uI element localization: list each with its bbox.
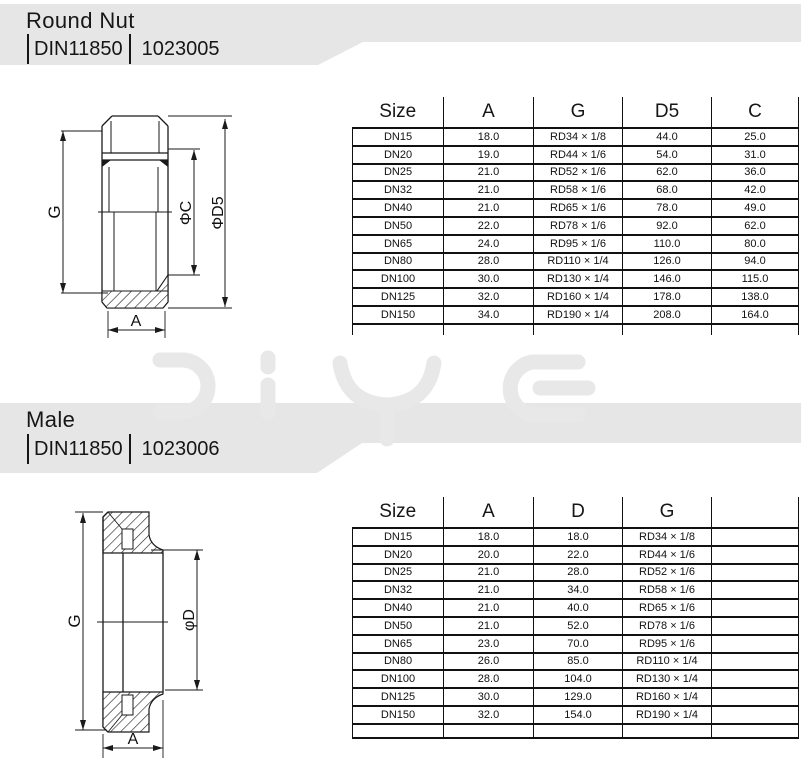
- arrowhead: [80, 513, 86, 523]
- column-header: D5: [623, 97, 712, 128]
- watermark-letter-e: [510, 362, 588, 415]
- arrowhead: [153, 745, 163, 751]
- hatched-base-band: [102, 291, 168, 308]
- table-cell: 21.0: [444, 617, 534, 635]
- table-cell: [712, 528, 799, 546]
- table-cell: 78.0: [623, 199, 712, 217]
- table-cell: 85.0: [534, 653, 623, 671]
- watermark-letter-d: [160, 360, 208, 412]
- table-row: [353, 706, 799, 724]
- table-cell: 62.0: [712, 217, 799, 235]
- table-cell: [712, 688, 799, 706]
- table-cell: 25.0: [712, 128, 799, 146]
- separator-bar: [27, 34, 29, 64]
- table-row: [353, 528, 799, 546]
- table-cell: 70.0: [534, 635, 623, 653]
- dim-label-phi-d: φD: [181, 609, 198, 631]
- arrowhead: [222, 297, 228, 307]
- table-cell: 80.0: [712, 235, 799, 253]
- table-cell: 129.0: [534, 688, 623, 706]
- table-row: [353, 235, 799, 253]
- table-row: [353, 546, 799, 564]
- table-cell: DN15: [353, 128, 444, 146]
- table-cell: 164.0: [712, 306, 799, 324]
- column-header: [712, 497, 799, 528]
- table-cell: RD65 × 1/6: [534, 199, 623, 217]
- table-cell: DN65: [353, 635, 444, 653]
- table-cell: [712, 617, 799, 635]
- column-header: Size: [353, 97, 444, 128]
- table-row: [353, 688, 799, 706]
- table-cell: 21.0: [444, 164, 534, 182]
- table-cell: DN32: [353, 181, 444, 199]
- table-cell: RD190 × 1/4: [623, 706, 712, 724]
- table-cell: 44.0: [623, 128, 712, 146]
- table-cell: RD110 × 1/4: [534, 253, 623, 271]
- table-cell: 30.0: [444, 688, 534, 706]
- table-cell: 30.0: [444, 270, 534, 288]
- table-cell: 24.0: [444, 235, 534, 253]
- table-cell: RD44 × 1/6: [534, 146, 623, 164]
- table-cell: RD130 × 1/4: [534, 270, 623, 288]
- chamfer-mark: [102, 160, 111, 167]
- hatched-wedge: [157, 275, 168, 291]
- arrowhead: [103, 745, 113, 751]
- column-header: A: [444, 497, 534, 528]
- table-cell: DN20: [353, 146, 444, 164]
- chamfer-mark: [159, 160, 168, 167]
- table-row: [353, 181, 799, 199]
- table-cell: 21.0: [444, 564, 534, 582]
- table-cell: RD58 × 1/6: [623, 581, 712, 599]
- standard-label: DIN11850: [34, 437, 123, 460]
- arrowhead: [80, 720, 86, 730]
- table-cell: RD160 × 1/4: [623, 688, 712, 706]
- table-cell: RD52 × 1/6: [623, 564, 712, 582]
- table-cell: RD95 × 1/6: [623, 635, 712, 653]
- table-cell: 22.0: [444, 217, 534, 235]
- article-code: 1023006: [141, 437, 220, 460]
- standard-label: DIN11850: [34, 37, 123, 60]
- table-cell: 42.0: [712, 181, 799, 199]
- table-row: [353, 253, 799, 271]
- table-cell: 26.0: [444, 653, 534, 671]
- dim-label-a: A: [127, 731, 139, 748]
- table-cell: DN100: [353, 270, 444, 288]
- table-cell: 94.0: [712, 253, 799, 271]
- table-cell: DN15: [353, 528, 444, 546]
- column-header: G: [534, 97, 623, 128]
- table-cell: RD130 × 1/4: [623, 670, 712, 688]
- table-cell: [712, 564, 799, 582]
- table-cell: RD78 × 1/6: [623, 617, 712, 635]
- table-cell: 92.0: [623, 217, 712, 235]
- table-cell: DN40: [353, 599, 444, 617]
- table-cell: 115.0: [712, 270, 799, 288]
- table-cell: RD190 × 1/4: [534, 306, 623, 324]
- table-cell: RD78 × 1/6: [534, 217, 623, 235]
- table-cell: [712, 599, 799, 617]
- table-row: [353, 599, 799, 617]
- table-row: [353, 164, 799, 182]
- male-technical-drawing: [45, 500, 250, 765]
- arrowhead: [222, 119, 228, 129]
- table-cell: 32.0: [444, 706, 534, 724]
- table-row: [353, 128, 799, 146]
- table-row: [353, 653, 799, 671]
- nut-inner-lines: [109, 121, 159, 291]
- table-cell: 62.0: [623, 164, 712, 182]
- table-cell: 54.0: [623, 146, 712, 164]
- male-dimensions-table: [352, 497, 799, 739]
- table-row-empty: [353, 324, 799, 335]
- header-row: [353, 497, 799, 528]
- table-cell: [712, 653, 799, 671]
- column-header: D: [534, 497, 623, 528]
- dim-label-phi-d5: ΦD5: [210, 196, 227, 230]
- nut-collar-lines: [102, 153, 168, 160]
- table-cell: 68.0: [623, 181, 712, 199]
- table-cell: [712, 706, 799, 724]
- column-header: C: [712, 97, 799, 128]
- table-cell: RD110 × 1/4: [623, 653, 712, 671]
- table-cell: 34.0: [534, 581, 623, 599]
- table-cell: 208.0: [623, 306, 712, 324]
- table-cell: RD34 × 1/8: [534, 128, 623, 146]
- table-cell: 21.0: [444, 599, 534, 617]
- table-cell: RD34 × 1/8: [623, 528, 712, 546]
- table-cell: 28.0: [444, 670, 534, 688]
- table-cell: RD95 × 1/6: [534, 235, 623, 253]
- table-row: [353, 635, 799, 653]
- table-cell: 18.0: [444, 528, 534, 546]
- table-cell: 154.0: [534, 706, 623, 724]
- article-code: 1023005: [141, 37, 220, 60]
- table-row: [353, 270, 799, 288]
- thread-groove-bottom: [122, 695, 133, 715]
- table-row: [353, 670, 799, 688]
- arrowhead: [191, 265, 197, 275]
- table-cell: 31.0: [712, 146, 799, 164]
- table-row: [353, 617, 799, 635]
- column-header: A: [444, 97, 534, 128]
- section-subtitle-male: [27, 433, 219, 465]
- table-cell: 34.0: [444, 306, 534, 324]
- section-subtitle-round-nut: [27, 33, 219, 65]
- table-row: [353, 581, 799, 599]
- separator-bar: [27, 434, 29, 464]
- arrowhead: [60, 283, 66, 293]
- table-row: [353, 146, 799, 164]
- table-cell: 138.0: [712, 288, 799, 306]
- table-cell: 21.0: [444, 581, 534, 599]
- arrowhead: [194, 680, 200, 690]
- watermark-letter-y: [340, 363, 434, 439]
- table-cell: DN32: [353, 581, 444, 599]
- table-cell: DN50: [353, 617, 444, 635]
- table-cell: DN125: [353, 288, 444, 306]
- arrowhead: [191, 150, 197, 160]
- table-cell: 23.0: [444, 635, 534, 653]
- round-nut-dimensions-table: [352, 97, 799, 335]
- header-row: [353, 97, 799, 128]
- table-cell: DN65: [353, 235, 444, 253]
- table-cell: [712, 546, 799, 564]
- table-cell: 146.0: [623, 270, 712, 288]
- dim-label-phi-c: ΦC: [178, 200, 195, 226]
- arrowhead: [155, 327, 165, 333]
- table-row: [353, 564, 799, 582]
- table-cell: 22.0: [534, 546, 623, 564]
- section-title-round-nut: Round Nut: [26, 8, 135, 33]
- table-row: [353, 217, 799, 235]
- table-cell: 110.0: [623, 235, 712, 253]
- table-cell: 49.0: [712, 199, 799, 217]
- table-cell: DN20: [353, 546, 444, 564]
- table-cell: DN80: [353, 653, 444, 671]
- table-cell: DN125: [353, 688, 444, 706]
- arrowhead: [108, 327, 118, 333]
- table-cell: RD65 × 1/6: [623, 599, 712, 617]
- table-cell: 18.0: [444, 128, 534, 146]
- separator-bar: [129, 34, 131, 64]
- table-cell: DN100: [353, 670, 444, 688]
- thread-groove-top: [122, 529, 133, 549]
- table-row: [353, 199, 799, 217]
- table-cell: DN50: [353, 217, 444, 235]
- table-cell: 20.0: [444, 546, 534, 564]
- table-row-empty: [353, 724, 799, 738]
- table-cell: 32.0: [444, 288, 534, 306]
- table-cell: [712, 670, 799, 688]
- round-nut-technical-drawing: [40, 105, 250, 345]
- table-cell: 28.0: [534, 564, 623, 582]
- dim-label-g: G: [65, 614, 84, 628]
- column-header: G: [623, 497, 712, 528]
- dim-label-g: G: [45, 205, 64, 219]
- dim-label-a: A: [130, 313, 142, 330]
- table-cell: RD58 × 1/6: [534, 181, 623, 199]
- table-cell: 178.0: [623, 288, 712, 306]
- table-cell: 52.0: [534, 617, 623, 635]
- table-cell: 40.0: [534, 599, 623, 617]
- table-cell: 104.0: [534, 670, 623, 688]
- arrowhead: [194, 550, 200, 560]
- table-cell: 19.0: [444, 146, 534, 164]
- section-title-male: Male: [26, 407, 76, 432]
- table-cell: DN25: [353, 164, 444, 182]
- separator-bar: [129, 434, 131, 464]
- table-cell: DN150: [353, 706, 444, 724]
- table-cell: [712, 635, 799, 653]
- table-cell: 126.0: [623, 253, 712, 271]
- table-cell: RD160 × 1/4: [534, 288, 623, 306]
- table-cell: DN80: [353, 253, 444, 271]
- table-cell: RD52 × 1/6: [534, 164, 623, 182]
- table-cell: 36.0: [712, 164, 799, 182]
- table-cell: [712, 581, 799, 599]
- column-header: Size: [353, 497, 444, 528]
- table-cell: RD44 × 1/6: [623, 546, 712, 564]
- table-cell: DN25: [353, 564, 444, 582]
- table-row: [353, 306, 799, 324]
- table-cell: 21.0: [444, 181, 534, 199]
- table-cell: 21.0: [444, 199, 534, 217]
- table-row: [353, 288, 799, 306]
- table-cell: 28.0: [444, 253, 534, 271]
- table-cell: 18.0: [534, 528, 623, 546]
- table-cell: DN150: [353, 306, 444, 324]
- table-cell: DN40: [353, 199, 444, 217]
- arrowhead: [60, 131, 66, 141]
